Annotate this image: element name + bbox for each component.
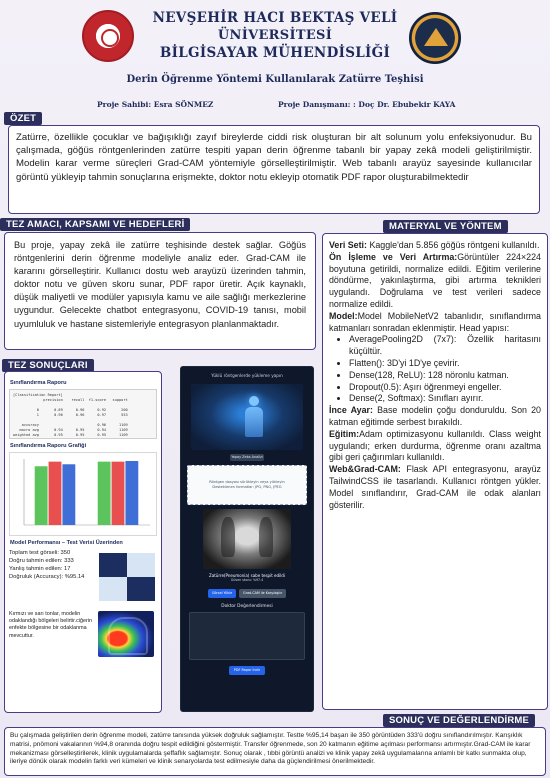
section-title-materyal: MATERYAL VE YÖNTEM [383, 220, 508, 233]
section-title-sonuclar: TEZ SONUÇLARI [2, 359, 94, 372]
perf-line: Toplam test görseli: 350 [9, 550, 71, 556]
materyal-box [322, 233, 548, 710]
sonuc-text: Bu çalışmada geliştirilen derin öğrenme modeli, zatürre tanısında yüksek doğruluk sağlamıştır. Testte %95,14 başarı ile 350 görüntüden 333'ü doğru sınıflandırılmıştır. Karışıklık matrisi, pnömoni vakalarının %94,8 oranında doğru tespit edildiğini göstermiştir. Transfer öğrenmede, son 20 katmanın eğitime açılması performansı artırmıştır.Grad-CAM ile karar mekanizması görselleştirilerek, klinik uygulamalarda şeffaflık sağlamıştır. Sonuç olarak , tıbbi görüntü analizi ve klinik yapay zekâ uygulamalarına anlamlı bir katkı sunmakta olup, ileriye dönük olarak modelin farklı veri kümeleri ve klinik senaryolarda test edilmesiyle daha da güçlendirilmesi önerilmektedir. [10, 732, 531, 766]
veri-text: Kaggle'dan 5.856 göğüs röntgeni kullanıldı. [366, 240, 540, 250]
project-title: Derin Öğrenme Yöntemi Kullanılarak Zatürre Teşhisi [126, 74, 424, 85]
confusion-matrix [97, 551, 157, 603]
web-text: Flask API entegrasyonu, arayüz TailwindCSS ile tasarlandı. Kullanıcı röntgen yükler. Model sınıflandırır, Grad-CAM ile odak alanları gösterilir. [329, 464, 541, 510]
sonuclar-box [4, 371, 162, 713]
performance-stats [9, 549, 94, 603]
classification-report: [Classification Report] precision recall f1-score support 0 0.89 0.96 0.92 200 1 0.96 0.96 0.97 553 accuracy 0.96 1109 macro avg 0.94 0.95 0.94 1109 weighted avg 0.95 0.95 0.95 1109 [9, 389, 157, 439]
report-title: Sınıflandırma Raporu [10, 380, 67, 386]
project-owner: Proje Sahibi: Esra SÖNMEZ [97, 100, 214, 109]
perf-line: Doğruluk (Accuracy): %95.14 [9, 574, 85, 580]
department-name: BİLGİSAYAR MÜHENDİSLİĞİ [159, 45, 391, 61]
upload-line: Röntgen dosyası sürükleyin veya yükleyin [209, 480, 285, 484]
bar-precision-normal [35, 466, 48, 525]
tez-box [4, 232, 316, 350]
gradcam-heatmap-image [98, 611, 154, 657]
onisleme-paragraph [329, 252, 541, 311]
sonuc-box [4, 727, 546, 776]
egitim-label: Eğitim: [329, 428, 360, 439]
veri-label: Veri Seti: [329, 240, 367, 250]
section-title-tez: TEZ AMACI, KAPSAMI VE HEDEFLERİ [0, 218, 190, 231]
app-header: Yüklü röntgenlerde yükleme yapın [211, 373, 283, 378]
confusion-cell [127, 553, 155, 577]
ince-label: İnce Ayar: [329, 405, 373, 416]
web-label: Web&Grad-CAM: [329, 464, 401, 475]
app-action-row [181, 589, 313, 598]
uploaded-xray-image [203, 509, 291, 569]
section-title-sonuc: SONUÇ VE DEĞERLENDİRME [383, 714, 535, 727]
confusion-cell [99, 553, 127, 577]
gradcam-row [9, 611, 157, 657]
egitim-paragraph [329, 429, 541, 464]
head-item: • Flatten(): 3D'yi 1D'ye çevirir. [349, 358, 541, 370]
web-paragraph [329, 464, 541, 511]
veri-paragraph [329, 240, 541, 252]
doctor-notes-title: Doktor Değerlendirmesi [221, 603, 273, 609]
ince-paragraph [329, 405, 541, 429]
app-hero-image [191, 384, 303, 450]
heatmap-note: Kırmızı ve sarı tonlar, modelin odaklandığı bölgeleri belirtir.ciğerin enfekte bölgesine bir odaklanma mevcuttur. [9, 611, 93, 639]
onisleme-label: Ön İşleme ve Veri Artırma: [329, 251, 458, 262]
upload-dropzone[interactable] [187, 465, 307, 505]
poster-header [0, 0, 550, 140]
perf-line: Doğru tahmin edilen: 333 [9, 558, 74, 564]
section-title-ozet: ÖZET [4, 112, 42, 125]
head-item: • Dropout(0.5): Aşırı öğrenmeyi engeller. [349, 382, 541, 394]
egitim-text: Adam optimizasyonu kullanıldı. Class weight uygulandı; erken durdurma, öğrenme oranı azaltma gibi geri çağırımları kullanıldı. [329, 428, 541, 463]
head-list [329, 334, 541, 405]
model-paragraph [329, 311, 541, 335]
prediction-result [181, 573, 313, 584]
onisleme-text: Görüntüler 224×224 boyutuna getirildi, normalize edildi. Eğitim verilerine döndürme, yakınlaştırma, gibi artırma teknikleri uygulandı. Doğrulama ve test verileri sadece normalize edildi. [329, 251, 541, 309]
bar-recall-pneumonia [112, 462, 125, 525]
performance-title: Model Performansı – Test Verisi Üzerinden [10, 540, 123, 546]
bar-f1-score-pneumonia [125, 461, 138, 525]
bar-precision-pneumonia [98, 462, 111, 525]
confidence-text: Güven skoru: %97.4 [230, 578, 264, 583]
chart-title: Sınıflandırma Raporu Grafiği [10, 443, 87, 449]
classification-bar-chart [9, 452, 157, 536]
performance-grid [9, 549, 157, 603]
head-item: • Dense(128, ReLU): 128 nöronlu katman. [349, 370, 541, 382]
bar-chart-svg [10, 453, 158, 535]
upload-line: Desteklenen formatlar: JPG, PNG, JPEG [212, 485, 282, 489]
web-app-screenshot [180, 366, 314, 712]
confusion-cell [127, 577, 155, 601]
ince-text: Base modelin çoğu donduruldu. Son 20 katman eğitimde serbest bırakıldı. [329, 405, 541, 427]
model-text: Model MobileNetV2 tabanlıdır, sınıflandırma katmanları sonradan eklenmiştir. Head yapısı: [329, 310, 541, 333]
ozet-box [8, 125, 540, 214]
ai-analysis-badge: Yapay Zeka Analizi [231, 455, 263, 459]
bar-f1-score-normal [62, 464, 75, 525]
perf-line: Yanlış tahmin edilen: 17 [9, 566, 71, 572]
tez-text: Bu proje, yapay zekâ ile zatürre teşhisinde destek sağlar. Göğüs röntgenlerini derin öğrenme modeliyle analiz eder. Grad-CAM ile kararını görselleştirir. Kullanıcı dostu web arayüzü üzerinden tahmin, doktor notu ve güven skoru sunar, PDF rapor üretir. Açık kaynaklı, düşük maliyetli ve modüler yapısıyla kamu ve aile sağlığı merkezlerine uygundur. Gelecekte chatbot entegrasyonu, COVID-19 tanısı, mobil uyumluluk ve hastane sistemleriyle entegrasyon planlanmaktadır. [14, 240, 306, 329]
university-name-line2: ÜNİVERSİTESİ [217, 28, 333, 43]
university-name-line1: NEVŞEHİR HACI BEKTAŞ VELİ [152, 10, 398, 26]
pdf-report-button[interactable]: PDF Rapor İndir [229, 666, 265, 675]
head-item: • AveragePooling2D (7x7): Özellik haritasını küçültür. [349, 334, 541, 358]
doctor-notes-textarea[interactable] [189, 612, 305, 660]
upload-image-button[interactable]: Görsel Yükle [208, 589, 236, 598]
ozet-text: Zatürre, özellikle çocuklar ve bağışıklığı zayıf bireylerde ciddi risk oluşturan bir alt solunum yolu enfeksiyonudur. Bu çalışmada, göğüs röntgenlerinden zatürre tespiti yapan derin öğrenme tabanlı bir yapay zekâ modeli geliştirilmiştir. Modelin karar verme süreçleri Grad-CAM yöntemiyle görselleştirilmiştir. Web tabanlı arayüz sayesinde kullanıcılar görüntü yükleyip tahmin sonuçlarına erişmekte, doktor notu ekleyip otomatik PDF rapor oluşturabilmektedir [16, 132, 532, 183]
gradcam-compare-button[interactable]: Grad-CAM ile Karşılaştır [239, 589, 286, 598]
confusion-cell [99, 577, 127, 601]
bar-recall-normal [49, 462, 62, 525]
project-advisor: Proje Danışmanı: : Doç Dr. Ebubekir KAYA [278, 100, 456, 109]
prediction-text: Zatürre(Pneumonia) sabe tespit edildi [209, 573, 285, 578]
model-label: Model: [329, 310, 358, 321]
head-item: • Dense(2, Softmax): Sınıfları ayırır. [349, 393, 541, 405]
